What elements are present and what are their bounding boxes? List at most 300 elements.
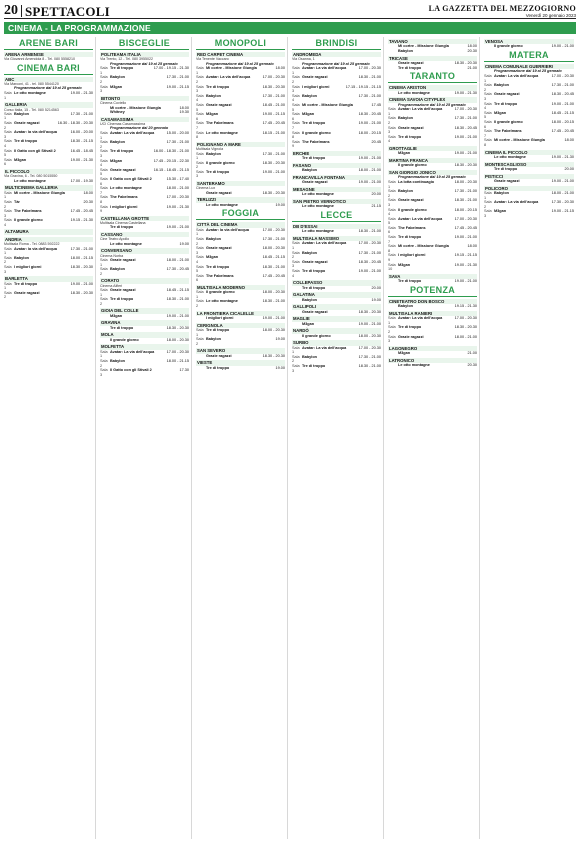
cinema-name: CASTELLANA GROTTE <box>100 216 189 221</box>
film-title: Babylon <box>110 267 125 272</box>
showtime-row <box>388 363 477 368</box>
showtime-row <box>292 121 381 130</box>
film-title: Le otto montagne <box>110 241 142 246</box>
screen-label: Sala 5 <box>4 148 12 158</box>
showtime-row <box>388 226 477 235</box>
screen-label <box>388 279 398 284</box>
film-title: Tre di troppo <box>302 121 326 126</box>
showtime-row <box>100 225 189 230</box>
showtimes: 18.30 - 20.45 <box>358 112 381 117</box>
showtime-row <box>388 49 477 54</box>
film-title: Le otto montagne <box>302 204 334 209</box>
showtimes: 18.30 - 20.30 <box>70 264 93 269</box>
screen-label: Sala 3 <box>292 84 300 94</box>
showtimes: 18.00 - 20.15 <box>454 207 477 212</box>
showtime-row <box>100 85 189 94</box>
cinema-address: Multisala Vignola <box>196 147 224 152</box>
screen-label: Sala 1 <box>196 66 204 75</box>
showtimes: 18.00 - 21.15 <box>70 255 93 260</box>
showtimes: 18.00 - 20.15 <box>358 130 381 135</box>
showtime-row <box>292 241 381 250</box>
showtimes: 16.00 - 20.00 <box>70 130 93 135</box>
showtime-row <box>4 121 93 130</box>
film-title: Mi cortre - Missione Giungla <box>398 244 449 249</box>
cinema-name: CERIGNOLA <box>196 323 285 328</box>
screen-label: Sala 5 <box>292 103 300 112</box>
screen-label: Sala 8 <box>388 244 396 253</box>
showtimes: 17.30 - 20.30 <box>551 200 574 205</box>
film-title: M3gan <box>302 321 315 326</box>
city-heading: CINEMA BARI <box>4 63 93 75</box>
showtimes: 19.00 - 21.00 <box>551 101 574 106</box>
screen-label: Sala 1 <box>292 345 300 355</box>
showtime-row <box>388 126 477 135</box>
cinema-address: Cinema Norba <box>100 253 124 258</box>
showtimes: 17.45 - 20.45 <box>70 209 93 214</box>
showtime-row <box>484 138 574 147</box>
header-divider <box>21 5 22 17</box>
film-title: Tre di troppo <box>302 363 326 368</box>
showtime-row <box>4 291 93 300</box>
showtimes: 19.00 <box>275 202 285 207</box>
film-title: Tre di troppo <box>398 279 422 284</box>
showtimes: 18.45 - 21.15 <box>166 288 189 293</box>
cinema-name: CINEMA COMUNALE GUERRIERI <box>484 64 574 69</box>
showtime-row <box>196 228 285 237</box>
film-title: Avatar: La via dell'acqua <box>494 200 539 205</box>
showtime-row <box>484 92 574 101</box>
showtimes: 17.00 - 20.30 <box>262 75 285 80</box>
screen-label: Sala 1 <box>100 131 108 140</box>
showtimes: 18.45 - 21.00 <box>262 103 285 108</box>
screen-label: Sala 4 <box>4 218 12 227</box>
city-heading: MONOPOLI <box>196 38 285 50</box>
screen-label: Sala 2 <box>100 297 108 306</box>
film-title: M3gan <box>14 157 27 162</box>
cinema-name: GALLIPOLI <box>292 304 381 309</box>
film-title: Babylon <box>110 140 125 145</box>
showtimes: 18.00 - 20.30 <box>262 328 285 333</box>
showtimes: 19.00 - 21.30 <box>454 262 477 267</box>
showtime-row <box>388 316 477 325</box>
showtime-row <box>484 209 574 218</box>
showtime-row <box>292 269 381 278</box>
showtime-row <box>196 66 285 75</box>
showtimes: 18.00 - 21.00 <box>166 258 189 263</box>
showtimes: 18.30 - 21.00 <box>358 75 381 80</box>
showtime-row <box>4 247 93 256</box>
showtime-row <box>196 366 285 371</box>
screen-label: Sala 3 <box>292 363 300 373</box>
showtime-row <box>292 310 381 315</box>
city-heading: POTENZA <box>388 285 477 297</box>
showtimes: 17.00 - 20.30 <box>454 216 477 221</box>
film-title: M3gan <box>302 112 315 117</box>
page-header <box>4 3 576 19</box>
showtime-row <box>100 242 189 247</box>
cinema-address: Via Giovanni Amendola 8 - Tel. 080 5558210 <box>4 57 75 62</box>
film-title: The Fabelmans <box>14 209 42 214</box>
showtimes: 19.00 - 21.00 <box>358 268 381 273</box>
showtimes: 17.30 - 21.00 <box>166 75 189 80</box>
film-title: Tre di troppo <box>110 325 134 330</box>
cinema-name: ERCHIE <box>292 151 381 156</box>
cinema-name: POLITEAMA ITALIA <box>100 52 189 57</box>
cinema-name: GRAVINA <box>100 320 189 325</box>
film-title: Avatar: La via dell'acqua <box>398 107 443 112</box>
screen-label: Sala 1 <box>100 258 108 267</box>
screen-label: Sala 2 <box>4 199 12 209</box>
cinema-name: ANDROMEDA <box>292 52 381 57</box>
showtimes: 17.45 - 20.45 <box>454 225 477 230</box>
screen-label: Sala 2 <box>196 236 204 246</box>
screen-label: Sala 1 <box>100 288 108 297</box>
screen-label: Sala 6 <box>292 112 300 121</box>
showtimes: 17.15 - 19.15 - 21.15 <box>345 84 381 89</box>
film-title: Il grande giorno <box>398 207 427 212</box>
film-title: Babylon <box>494 190 509 195</box>
showtime-row <box>4 200 93 209</box>
cinema-name: BARLETTA <box>4 276 93 281</box>
showtime-row <box>196 121 285 130</box>
film-title: Le otto montagne <box>110 186 142 191</box>
showtime-row <box>100 75 189 84</box>
showtime-row <box>292 66 381 75</box>
showtime-row <box>4 149 93 158</box>
showtimes: 20.00 <box>564 166 574 171</box>
film-title: Mi cortre - Missione Giungla <box>302 103 353 108</box>
film-title: M3gan <box>494 209 507 214</box>
showtimes: 17.00 - 20.30 <box>454 107 477 112</box>
showtimes: 18.30 - 21.00 <box>358 229 381 234</box>
film-title: M3gan <box>110 84 123 89</box>
showtimes: 19.00 - 21.00 <box>551 44 574 49</box>
showtime-row <box>292 322 381 327</box>
cinema-name: POLICORO <box>484 186 574 191</box>
cinema-name: MOLA <box>100 332 189 337</box>
screen-label: Sala 4 <box>292 268 300 278</box>
showtimes: 18.00 <box>179 105 189 110</box>
cinema-name: CINEMA SAVOIA CITYPLEX <box>388 97 477 102</box>
showtimes: 18.30 - 20.30 <box>262 160 285 165</box>
cinema-name: SURBO <box>292 340 381 345</box>
showtimes: 19.00 - 21.00 <box>454 235 477 240</box>
cinema-name: TAVIANO <box>388 39 477 44</box>
showtime-row <box>100 159 189 168</box>
showtimes: 18.30 - 21.15 <box>70 139 93 144</box>
showtime-row <box>196 112 285 121</box>
cinema-name: RED CARPET CINEMA <box>196 52 285 57</box>
showtimes: 16.45 - 18.45 <box>70 148 93 153</box>
showtime-row <box>292 168 381 173</box>
screen-label <box>4 179 14 184</box>
showtime-row <box>484 44 574 49</box>
showtime-row <box>4 282 93 291</box>
programme-period: Programmazione dal 20 gennaio <box>110 126 169 131</box>
film-title: Babylon <box>398 304 413 309</box>
screen-label: Sala 2 <box>484 83 492 92</box>
film-title: The Fabelmans <box>206 273 234 278</box>
showtimes: 19.00 - 21.00 <box>166 225 189 230</box>
film-title: Le otto montagne <box>302 192 334 197</box>
screen-label: Sala 5 <box>196 264 204 274</box>
showtime-row <box>292 251 381 260</box>
film-title: The Fabelmans <box>302 139 330 144</box>
film-title: M3gan <box>494 110 507 115</box>
film-title: Babylon <box>302 93 317 98</box>
screen-label: Sala 3 <box>196 84 204 94</box>
showtimes: 18.00 - 21.00 <box>166 186 189 191</box>
screen-label <box>292 229 302 234</box>
film-title: Tre di troppo <box>206 169 230 174</box>
showtimes: 21.15 <box>371 204 381 209</box>
cinema-name: FASANO <box>292 163 381 168</box>
showtime-row <box>484 120 574 129</box>
showtimes: 15.30 - 17.40 <box>166 176 189 181</box>
cinema-address: Corso Italia, 15 - Tel. 080 5214563 <box>4 107 59 112</box>
showtimes: 18.30 - 20.30 <box>454 325 477 330</box>
showtime-row <box>196 75 285 84</box>
screen-label <box>100 242 110 247</box>
screen-label: Sala 3 <box>100 149 108 159</box>
cinema-name: BITONTO <box>100 96 189 101</box>
film-title: Tre di troppo <box>110 149 134 154</box>
showtime-row <box>196 85 285 94</box>
cinema-name: MESAGNE <box>292 187 381 192</box>
film-title: Avatar: la via dell'acqua <box>14 130 57 135</box>
showtime-row <box>292 140 381 149</box>
screen-label <box>292 310 302 315</box>
screen-label: Sala 9 <box>388 253 396 263</box>
film-title: Avatar: La via dell'acqua <box>110 349 155 354</box>
showtime-row <box>388 304 477 309</box>
showtimes: 18.00 - 21.15 <box>166 359 189 364</box>
showtimes: 18.45 - 21.15 <box>262 255 285 260</box>
showtimes: 17.30 - 21.00 <box>166 140 189 145</box>
showtimes: 19.00 - 21.00 <box>358 121 381 126</box>
cinema-name: NARDÒ <box>292 328 381 333</box>
screen-label: Sala 1 <box>4 281 12 291</box>
cinema-address: Multisala Cinema Castellana <box>100 221 146 226</box>
cinema-name: MULTICINEMA GALLERIA <box>4 185 93 190</box>
showtime-row <box>100 338 189 343</box>
showtimes: 18.30 - 21.00 <box>262 264 285 269</box>
programme-period: Programmazione dal 19 al 25 gennaio <box>398 175 466 180</box>
showtimes: 21.00 <box>467 65 477 70</box>
city-heading: LECCE <box>292 210 381 222</box>
film-title: The Fabelmans <box>494 129 522 134</box>
showtime-row <box>388 107 477 116</box>
showtimes: 17.30 - 21.00 <box>454 116 477 121</box>
showtimes: 18.30 - 20.45 <box>358 259 381 264</box>
cinema-name: MAGLIE <box>292 316 381 321</box>
film-title: Il grande giorno <box>398 163 427 168</box>
showtime-row <box>292 131 381 140</box>
showtime-row <box>484 191 574 200</box>
showtime-row <box>196 328 285 337</box>
showtimes: 19.15 - 21.30 <box>454 304 477 309</box>
screen-label: Sala 3 <box>196 246 204 255</box>
showtimes: 17.45 <box>371 103 381 108</box>
cinema-name: MOLFETTA <box>100 344 189 349</box>
showtime-row <box>4 112 93 121</box>
showtimes: 17.30 - 21.00 <box>70 111 93 116</box>
issue-date: Venerdì 20 gennaio 2023 <box>525 13 576 18</box>
showtime-row <box>388 189 477 198</box>
cinema-name: SANTERAMO <box>196 181 285 186</box>
showtime-row <box>100 66 189 75</box>
showtimes: 17.30 - 21.00 <box>262 93 285 98</box>
cinema-name: ABC <box>4 77 93 82</box>
film-title: Le otto montagne <box>302 229 334 234</box>
screen-label <box>196 203 206 208</box>
screen-label: Sala 1 <box>4 91 12 100</box>
screen-label: Sala 4 <box>196 255 204 264</box>
film-title: Babylon <box>14 255 29 260</box>
film-title: Grazie ragazzi <box>110 288 136 293</box>
screen-label: Sala 8 <box>292 130 300 140</box>
screen-label: Sala 2 <box>292 354 300 364</box>
film-title: Avatar: La via dell'acqua <box>302 66 347 71</box>
film-title: M3gan <box>206 255 219 260</box>
film-title: Grazie ragazzi <box>206 246 232 251</box>
screen-label <box>292 286 302 291</box>
showtime-row <box>292 346 381 355</box>
showtimes: 17.30 - 21.00 <box>262 236 285 241</box>
screen-label: Sala 3 <box>4 130 12 139</box>
showtime-row <box>388 91 477 96</box>
showtime-row <box>196 203 285 208</box>
showtimes: 15.00 - 20.00 <box>166 131 189 136</box>
showtimes: 18.00 - 21.00 <box>551 190 574 195</box>
cinema-name: CASSANO <box>100 232 189 237</box>
screen-label: Sala 3 <box>388 198 396 207</box>
screen-label: Sala 3 <box>484 92 492 101</box>
showtimes: 18.00 <box>564 138 574 143</box>
screen-label: Sala 2 <box>484 200 492 209</box>
screen-label: Sala 5 <box>484 110 492 120</box>
film-title: Avatar: La via dell'acqua <box>398 316 443 321</box>
showtime-row <box>388 335 477 344</box>
film-title: The Fabelmans <box>398 225 426 230</box>
cinema-name: POLIGNANO A MARE <box>196 142 285 147</box>
showtime-row <box>484 200 574 209</box>
film-title: Mi cortre - Missione Giungla <box>110 105 161 110</box>
screen-label <box>196 354 206 359</box>
page-banner: CINEMA - LA PROGRAMMAZIONE <box>4 22 576 34</box>
showtimes: 19.00 <box>275 365 285 370</box>
showtimes: 19.00 - 21.00 <box>358 321 381 326</box>
screen-label: Sala 6 <box>388 225 396 235</box>
film-title: Babylon <box>494 83 509 88</box>
cinema-name: PISTICCI <box>484 174 574 179</box>
showtime-row <box>4 218 93 227</box>
film-title: I migliori giorni <box>206 316 234 321</box>
screen-label: Sala 6 <box>484 119 492 129</box>
showtime-row <box>292 103 381 112</box>
screen-label: Sala 4 <box>292 93 300 103</box>
film-title: Tre di troppo <box>14 139 38 144</box>
cinema-name: GROTTAGLIE <box>388 146 477 151</box>
film-title: M3gan <box>398 151 411 156</box>
cinema-name: GALLERIA <box>4 102 93 107</box>
screen-label: Sala 1 <box>484 74 492 83</box>
cinema-name: IL PICCOLO <box>4 169 93 174</box>
screen-label: Sala 1 <box>484 190 492 200</box>
programme-period: Programmazione dal 19 al 25 gennaio <box>14 86 82 91</box>
film-title: M3gan <box>206 112 219 117</box>
showtimes: 19.15 - 21.15 <box>454 253 477 258</box>
showtimes: 18.00 - 20.30 <box>166 337 189 342</box>
showtime-row <box>196 290 285 299</box>
showtimes: 18.00 <box>467 244 477 249</box>
city-heading: TARANTO <box>388 71 477 83</box>
showtimes: 20.30 <box>467 363 477 368</box>
screen-label: Sala 1 <box>196 290 204 299</box>
film-title: Tre di troppo <box>206 365 230 370</box>
showtimes: 19.00 - 21.30 <box>166 204 189 209</box>
showtime-row <box>100 110 189 115</box>
showtimes: 20.30 <box>83 199 93 204</box>
film-title: Grazie ragazzi <box>14 290 40 295</box>
cinema-name: LATRONICO <box>388 358 477 363</box>
showtimes: 19.30 <box>179 110 189 115</box>
column-4 <box>292 37 384 839</box>
film-title: Tre di troppo <box>398 235 422 240</box>
screen-label: Sala 2 <box>4 290 12 300</box>
screen-label <box>388 351 398 356</box>
showtimes: 17.00 - 19.15 - 21.30 <box>153 66 189 71</box>
screen-label: Sala 2 <box>4 255 12 265</box>
film-title: Babylon <box>206 236 221 241</box>
screen-label <box>388 91 398 96</box>
film-title: Mi cortre - Missione Giungla <box>494 138 545 143</box>
showtimes: 20.00 <box>371 285 381 290</box>
film-title: Il Gatto con gli Stivali 2 <box>110 176 152 181</box>
cinema-name: MULTISALA MASSIMO <box>292 236 381 241</box>
showtime-row <box>292 204 381 209</box>
film-title: Whitney <box>110 110 125 115</box>
screen-label <box>196 191 206 196</box>
cinema-name: SAN SEVERO <box>196 348 285 353</box>
film-title: Avatar: la via dell'acqua <box>14 246 57 251</box>
cinema-address: UCI Cinemas Casamassima <box>100 122 146 127</box>
city-heading: FOGGIA <box>196 208 285 220</box>
film-title: Avatar: La via dell'acqua <box>302 345 347 350</box>
screen-label: Sala 7 <box>196 121 204 131</box>
showtimes: 18.00 - 20.30 <box>262 246 285 251</box>
showtime-row <box>388 151 477 156</box>
showtimes: 20.45 <box>371 139 381 144</box>
showtimes: 18.00 - 20.30 <box>454 179 477 184</box>
cinema-name: ANDRIA <box>4 237 93 242</box>
showtime-row <box>4 130 93 139</box>
showtimes: 18.30 - 21.00 <box>454 198 477 203</box>
showtimes: 19.00 - 21.30 <box>70 157 93 162</box>
screen-label: Sala 1 <box>292 241 300 250</box>
screen-label <box>100 338 110 343</box>
showtimes: 19.00 - 21.00 <box>454 279 477 284</box>
showtime-row <box>100 177 189 186</box>
showtime-row <box>388 325 477 334</box>
page-number: 20 <box>4 3 18 18</box>
showtime-row <box>484 167 574 172</box>
screen-label <box>292 204 302 209</box>
film-title: Babylon <box>110 359 125 364</box>
film-title: Avatar: La via dell'acqua <box>110 131 155 136</box>
showtimes: 19.00 - 21.00 <box>262 316 285 321</box>
cinema-name: COLLEPASSO <box>292 280 381 285</box>
